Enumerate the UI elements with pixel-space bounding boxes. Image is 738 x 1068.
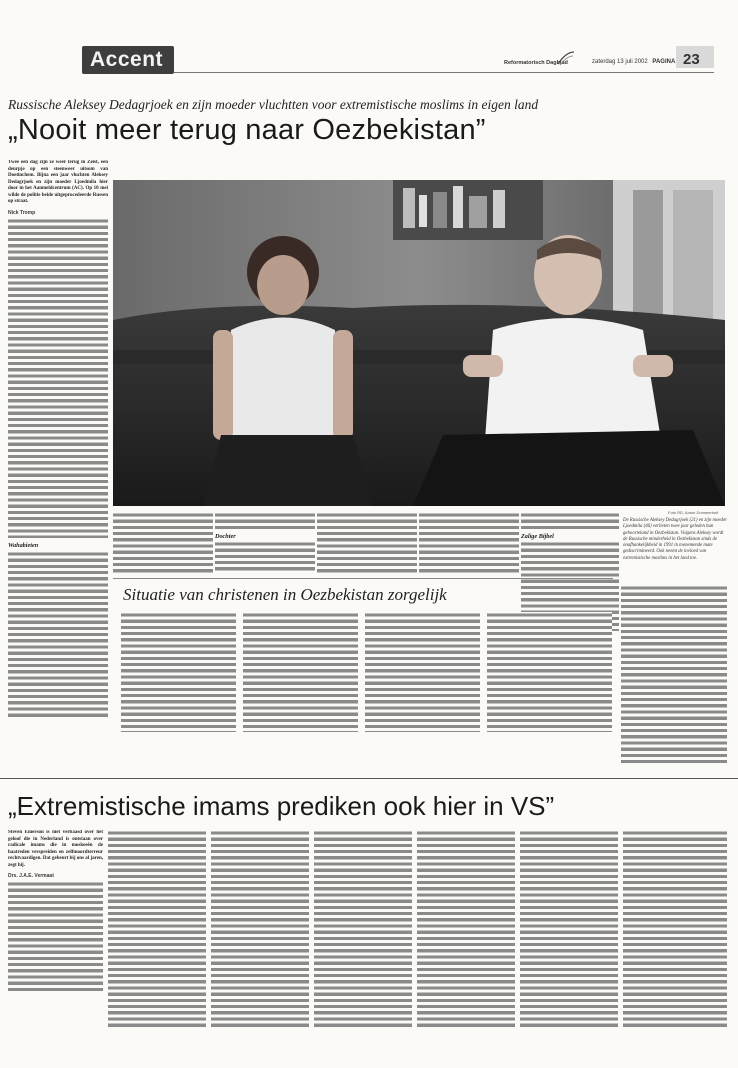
- subhead-zalige-bijbel: Zalige Bijbel: [521, 533, 554, 540]
- article-column-7: [621, 585, 727, 765]
- section-divider: [0, 778, 738, 779]
- subhead-dochter: Dochter: [215, 533, 236, 540]
- article2-column-5: [417, 830, 515, 1030]
- header-rule: [174, 72, 714, 73]
- article2-byline: Drs. J.A.E. Vermaat: [8, 873, 54, 879]
- body-text-block: [215, 541, 315, 571]
- article-photo: [113, 180, 725, 506]
- body-text-block: [521, 512, 619, 532]
- article2-column-4: [314, 830, 412, 1030]
- body-text-block: [8, 551, 108, 720]
- boxed-column-2: [243, 612, 358, 732]
- boxed-headline: Situatie van christenen in Oezbekistan zorgelijk: [123, 585, 447, 604]
- article-byline: Nick Tromp: [8, 209, 36, 216]
- article-column-4: [317, 512, 417, 574]
- body-text-block: [8, 881, 103, 991]
- boxed-article-header: [113, 578, 613, 608]
- article-column-5: [419, 512, 519, 574]
- article2-intro: Steven Emerson is niet verbaasd over het geloof die in Nederland is ontstaan over radicale imams die in moskeeën de haatreden verspreiden en zelfmoordterreur rechtvaardigen. Dat gebeurt bij ons al jaren, zegt hij.: [8, 830, 103, 868]
- page-header: [0, 46, 738, 74]
- boxed-column-4: [487, 612, 612, 732]
- article-kicker: Russische Aleksey Dedagrjoek en zijn moeder vluchtten voor extremistische moslims in eigen land: [8, 97, 539, 112]
- article-column-2: [113, 512, 213, 574]
- section-tab: [82, 46, 174, 74]
- article-column-1: [8, 160, 108, 720]
- article2-column-3: [211, 830, 309, 1030]
- boxed-column-3: [365, 612, 480, 732]
- publication-logo-icon: [556, 50, 576, 66]
- article2-headline: „Extremistische imams prediken ook hier in VS”: [8, 791, 555, 821]
- boxed-column-1: [121, 612, 236, 732]
- photo-caption: De Russische Aleksey Dedagrjoek (21) en zijn moeder Ljoedmila (46) verlieten twee jaar geleden hun geboorteland in Oezbekistan. Volgens Aleksey wordt de Russische minderheid in Oezbekistan sinds de onafhankelijkheid in 1991 in toenemende mate gediscrimineerd. Ook neemt de invloed van extremistische moslims in het land toe.: [623, 518, 727, 561]
- article-headline: „Nooit meer terug naar Oezbekistan”: [8, 114, 486, 146]
- body-text-block: [8, 218, 108, 538]
- body-text-block: [215, 512, 315, 532]
- article-intro: Twee een dag zijn ze weer terug in Zeist, een deurpje op een steenweer uitsom van Doetinchem. Bijna een jaar vluchten Aleksey Dedagrjoek en zijn moeder Ljoedmila hier door in het Aanmeldcentrum (AC). Op 10 mei wilde de politie beide uitgeprocedeerde Russen op straat.: [8, 160, 108, 204]
- page-label: PAGINA: [652, 59, 676, 65]
- page-number: 23: [683, 51, 700, 68]
- publication-name: Reformatorisch Dagblad: [504, 60, 568, 66]
- issue-date: [592, 59, 675, 65]
- section-label: Accent: [90, 48, 164, 71]
- subhead-wahabieten: Wahabieten: [8, 541, 39, 549]
- article2-column-6: [520, 830, 618, 1030]
- date-text: zaterdag 13 juli 2002: [592, 59, 648, 65]
- article2-column-2: [108, 830, 206, 1030]
- photo-credit: Foto RD, Anton Dommerholt: [668, 510, 719, 515]
- article2-column-1: [8, 830, 103, 1030]
- article-column-3: [215, 512, 315, 574]
- article2-column-7: [623, 830, 727, 1030]
